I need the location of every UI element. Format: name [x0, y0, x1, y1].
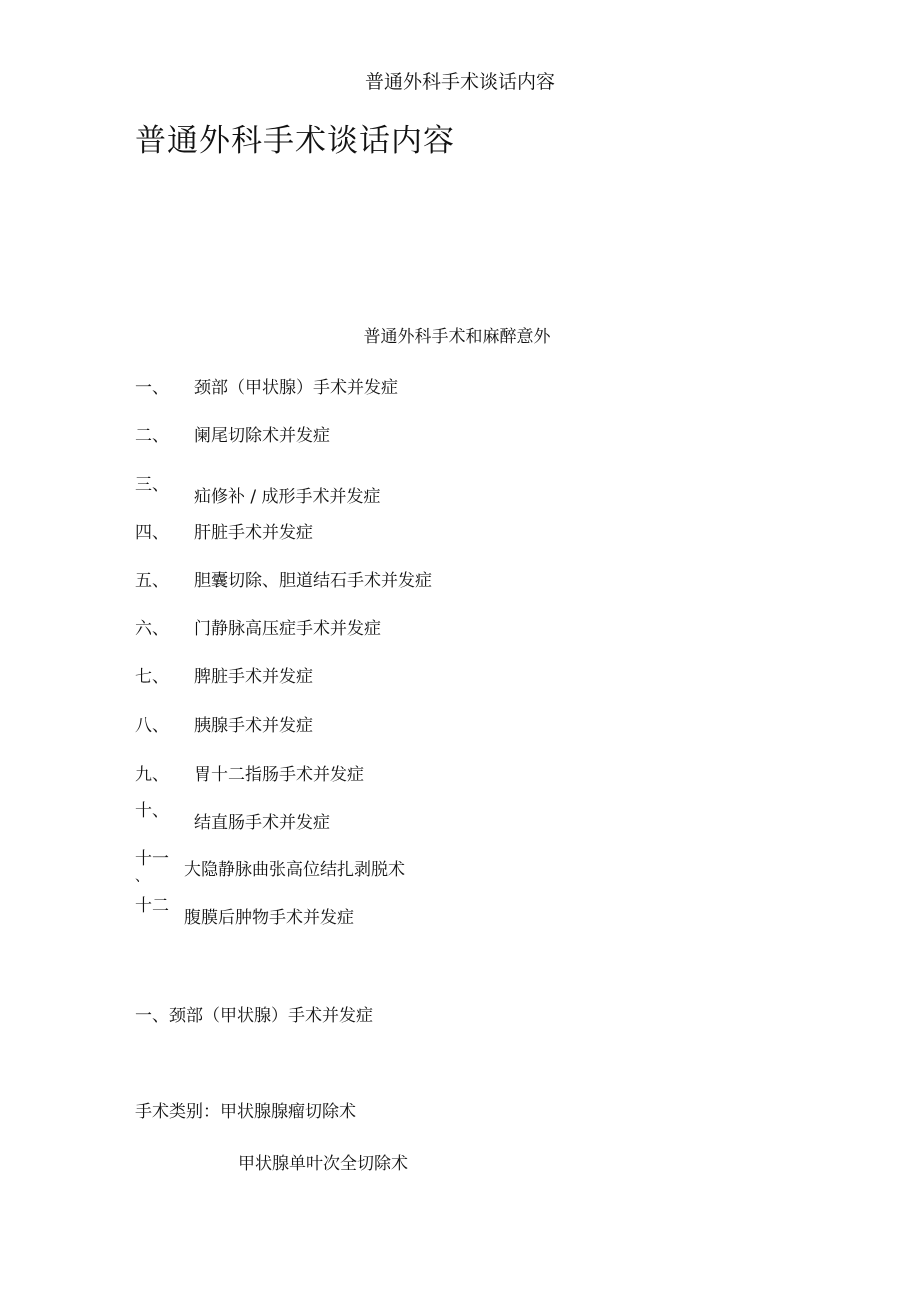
surgery-type-item: 甲状腺单叶次全切除术 — [238, 1154, 408, 1174]
toc-item: 疝修补 / 成形手术并发症 — [194, 487, 381, 507]
toc-item: 大隐静脉曲张高位结扎剥脱术 — [184, 860, 405, 880]
toc-item: 阑尾切除术并发症 — [194, 426, 330, 446]
toc-number: 十二 — [135, 896, 169, 916]
toc-number: 七、 — [135, 667, 169, 687]
toc-number: 九、 — [135, 765, 169, 785]
running-header: 普通外科手术谈话内容 — [364, 71, 555, 93]
surgery-type-label: 手术类别：甲状腺腺瘤切除术 — [135, 1102, 356, 1122]
document-title: 普通外科手术谈话内容 — [135, 123, 455, 159]
toc-item: 胆囊切除、胆道结石手术并发症 — [194, 571, 432, 591]
toc-number: 三、 — [135, 475, 169, 495]
section-heading: 一、颈部（甲状腺）手术并发症 — [135, 1006, 373, 1026]
toc-item: 结直肠手术并发症 — [194, 813, 330, 833]
toc-item: 胃十二指肠手术并发症 — [194, 765, 364, 785]
toc-item: 颈部（甲状腺）手术并发症 — [194, 378, 398, 398]
toc-number: 八、 — [135, 716, 169, 736]
toc-item: 胰腺手术并发症 — [194, 716, 313, 736]
toc-number: 十、 — [135, 801, 169, 821]
toc-item: 脾脏手术并发症 — [194, 667, 313, 687]
toc-number: 五、 — [135, 571, 169, 591]
toc-number: 十一 — [135, 849, 169, 869]
toc-number: 二、 — [135, 426, 169, 446]
toc-number: 一、 — [135, 378, 169, 398]
toc-number: 六、 — [135, 619, 169, 639]
toc-item: 肝脏手术并发症 — [194, 523, 313, 543]
toc-number: 四、 — [135, 523, 169, 543]
toc-number-suffix: 、 — [135, 869, 149, 885]
toc-item: 门静脉高压症手术并发症 — [194, 619, 381, 639]
section-title: 普通外科手术和麻醉意外 — [363, 327, 551, 347]
toc-item: 腹膜后肿物手术并发症 — [184, 908, 354, 928]
